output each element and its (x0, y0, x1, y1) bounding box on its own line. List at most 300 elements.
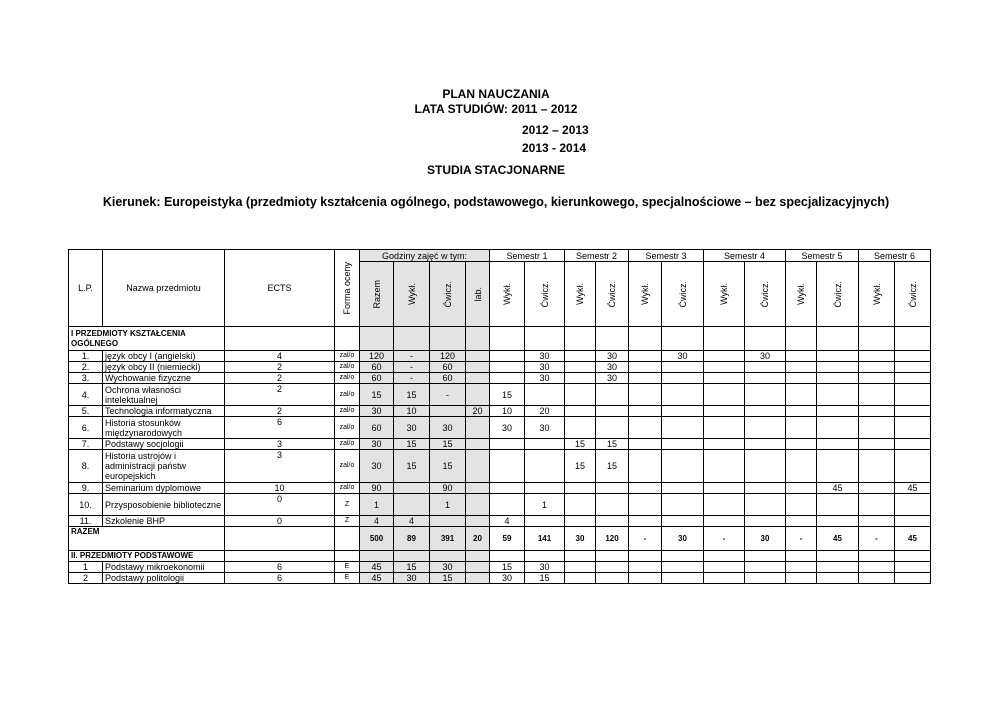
row-razem: 45 (360, 573, 394, 584)
row-s1c: 30 (525, 417, 565, 439)
row-ects: 10 (225, 483, 335, 494)
cell (430, 327, 466, 351)
header-s2-wykl: Wykł. (565, 262, 596, 327)
row-s3c (662, 483, 704, 494)
row-name: język obcy II (niemiecki) (103, 362, 225, 373)
row-s5w (786, 362, 817, 373)
row-s3w (629, 483, 662, 494)
header-s3-cwicz: Ćwicz. (662, 262, 704, 327)
row-s3w (629, 562, 662, 573)
row-forma: E (335, 573, 360, 584)
row-razem: 45 (360, 562, 394, 573)
row-s1w (490, 483, 525, 494)
row-s4c (745, 417, 786, 439)
table-row (69, 362, 931, 373)
row-wykl: 15 (394, 384, 430, 406)
row-razem: 120 (360, 351, 394, 362)
row-cwicz: - (430, 384, 466, 406)
row-forma: Z (335, 494, 360, 516)
row-s5w (786, 417, 817, 439)
header-lp: L.P. (69, 250, 103, 327)
table-row (69, 351, 931, 362)
row-s1w (490, 373, 525, 384)
row-ects: 0 (225, 494, 335, 516)
cell (490, 327, 525, 351)
row-s6c (895, 417, 931, 439)
cell (360, 551, 394, 562)
row-s4c (745, 384, 786, 406)
cell (430, 551, 466, 562)
row-s2c: 15 (596, 450, 629, 483)
row-lp: 10. (69, 494, 103, 516)
row-s1w (490, 450, 525, 483)
row-s2w (565, 483, 596, 494)
row-s6c (895, 406, 931, 417)
row-s4c (745, 494, 786, 516)
row-s6c (895, 384, 931, 406)
row-lab (466, 573, 490, 584)
row-forma: zal/o (335, 351, 360, 362)
row-cwicz: 60 (430, 362, 466, 373)
table-row (69, 417, 931, 439)
section-title (69, 327, 225, 351)
row-wykl: 30 (394, 573, 430, 584)
row-s2c (596, 384, 629, 406)
row-lab (466, 373, 490, 384)
row-s5w (786, 483, 817, 494)
row-s6c (895, 494, 931, 516)
row-lp: 2. (69, 362, 103, 373)
row-s2w (565, 362, 596, 373)
row-razem: 30 (360, 450, 394, 483)
row-s6c (895, 516, 931, 527)
row-s4c: 30 (745, 351, 786, 362)
row-name: Historia stosunków międzynarodowych (103, 417, 225, 439)
row-s5c (817, 406, 859, 417)
row-s2w (565, 417, 596, 439)
row-forma: zal/o (335, 384, 360, 406)
row-s6w (859, 450, 895, 483)
row-s4w (704, 516, 745, 527)
row-s4c (745, 562, 786, 573)
row-cwicz: 30 (430, 562, 466, 573)
razem-s3c: 30 (662, 527, 704, 551)
row-s3w (629, 516, 662, 527)
header-sem5: Semestr 5 (786, 250, 859, 262)
row-s1c: 1 (525, 494, 565, 516)
row-cwicz: 15 (430, 573, 466, 584)
row-s5w (786, 384, 817, 406)
row-s5c (817, 417, 859, 439)
cell (525, 327, 565, 351)
row-s2c: 30 (596, 351, 629, 362)
table-row (69, 494, 931, 516)
row-s6w (859, 573, 895, 584)
doc-title: PLAN NAUCZANIA (442, 87, 550, 101)
cell (596, 551, 629, 562)
row-ects: 3 (225, 450, 335, 483)
row-cwicz: 30 (430, 417, 466, 439)
row-name: Podstawy politologii (103, 573, 225, 584)
row-ects: 6 (225, 417, 335, 439)
row-s3c (662, 439, 704, 450)
row-s1c: 20 (525, 406, 565, 417)
row-s4w (704, 494, 745, 516)
doc-kierunek: Kierunek: Europeistyka (przedmioty kształcenia ogólnego, podstawowego, kierunkowego, specjalnościowe – bez specjalizacyjnych) (102, 195, 890, 209)
row-s5w (786, 494, 817, 516)
row-cwicz: 15 (430, 439, 466, 450)
row-s2w (565, 406, 596, 417)
row-s2w: 15 (565, 450, 596, 483)
row-s1w (490, 494, 525, 516)
row-name: Seminarium dyplomowe (103, 483, 225, 494)
row-ects: 0 (225, 516, 335, 527)
row-s3c (662, 384, 704, 406)
row-cwicz (430, 406, 466, 417)
row-s2w: 15 (565, 439, 596, 450)
row-s4w (704, 573, 745, 584)
row-wykl: - (394, 351, 430, 362)
row-s5w (786, 516, 817, 527)
row-s2c (596, 494, 629, 516)
cell (466, 551, 490, 562)
header-sem6: Semestr 6 (859, 250, 931, 262)
row-s2w (565, 562, 596, 573)
row-s2c (596, 417, 629, 439)
row-s2c: 30 (596, 362, 629, 373)
row-s6w (859, 562, 895, 573)
row-s6c (895, 439, 931, 450)
header-sem2: Semestr 2 (565, 250, 629, 262)
row-wykl: 15 (394, 562, 430, 573)
row-lp: 1 (69, 562, 103, 573)
row-name: Wychowanie fizyczne (103, 373, 225, 384)
row-s6w (859, 494, 895, 516)
cell (745, 551, 786, 562)
row-cwicz: 15 (430, 450, 466, 483)
row-name: Przysposobienie biblioteczne (103, 494, 225, 516)
row-name: język obcy I (angielski) (103, 351, 225, 362)
row-ects: 2 (225, 362, 335, 373)
row-s5w (786, 450, 817, 483)
row-s4w (704, 373, 745, 384)
row-forma: Z (335, 516, 360, 527)
row-s4c (745, 516, 786, 527)
table-row (69, 516, 931, 527)
row-lp: 8. (69, 450, 103, 483)
header-name: Nazwa przedmiotu (103, 250, 225, 327)
row-lab (466, 417, 490, 439)
cell (662, 551, 704, 562)
row-s2c (596, 516, 629, 527)
row-s3w (629, 417, 662, 439)
header-s4-cwicz: Ćwicz. (745, 262, 786, 327)
row-s6c (895, 573, 931, 584)
table-row (69, 450, 931, 483)
razem-lab: 20 (466, 527, 490, 551)
row-s5c: 45 (817, 483, 859, 494)
row-s1c (525, 450, 565, 483)
row-s6w (859, 516, 895, 527)
row-s4c (745, 362, 786, 373)
row-lp: 9. (69, 483, 103, 494)
row-s1w: 15 (490, 384, 525, 406)
row-wykl: - (394, 373, 430, 384)
row-ects: 3 (225, 439, 335, 450)
table-row (69, 562, 931, 573)
header-s2-cwicz: Ćwicz. (596, 262, 629, 327)
row-s2w (565, 573, 596, 584)
razem-razem: 500 (360, 527, 394, 551)
row-forma: zal/o (335, 406, 360, 417)
row-lab (466, 494, 490, 516)
cell (360, 327, 394, 351)
curriculum-table (68, 249, 931, 584)
razem-s4c: 30 (745, 527, 786, 551)
row-s4w (704, 417, 745, 439)
cell (895, 327, 931, 351)
row-razem: 15 (360, 384, 394, 406)
row-forma: zal/o (335, 417, 360, 439)
row-s1w (490, 351, 525, 362)
row-lp: 4. (69, 384, 103, 406)
row-wykl: - (394, 362, 430, 373)
row-s6w (859, 483, 895, 494)
table-row (69, 406, 931, 417)
row-s2w (565, 351, 596, 362)
row-s1w (490, 362, 525, 373)
cell (629, 327, 662, 351)
row-s3w (629, 384, 662, 406)
table-row (69, 573, 931, 584)
row-lp: 6. (69, 417, 103, 439)
header-wykl: Wykł. (394, 262, 430, 327)
row-razem: 60 (360, 362, 394, 373)
row-s4w (704, 562, 745, 573)
cell (490, 551, 525, 562)
cell (704, 551, 745, 562)
header-sem3: Semestr 3 (629, 250, 704, 262)
row-cwicz: 120 (430, 351, 466, 362)
header-lab: lab. (466, 262, 490, 327)
row-s2c (596, 483, 629, 494)
section-title-line: II. PRZEDMIOTY PODSTAWOWE (71, 551, 194, 560)
row-s1w: 15 (490, 562, 525, 573)
row-s4c (745, 450, 786, 483)
row-s3w (629, 362, 662, 373)
cell (335, 327, 360, 351)
row-s1w: 30 (490, 417, 525, 439)
row-s1w: 4 (490, 516, 525, 527)
row-ects: 6 (225, 562, 335, 573)
razem-label: RAZEM (69, 527, 225, 551)
cell (859, 551, 895, 562)
row-s1w (490, 439, 525, 450)
cell (565, 327, 596, 351)
row-s2c (596, 406, 629, 417)
row-forma: E (335, 562, 360, 573)
row-s1c (525, 516, 565, 527)
row-forma: zal/o (335, 439, 360, 450)
row-s4w (704, 384, 745, 406)
row-s3c (662, 362, 704, 373)
row-s6w (859, 406, 895, 417)
cell (466, 327, 490, 351)
row-s2w (565, 494, 596, 516)
cell (895, 551, 931, 562)
razem-s1c: 141 (525, 527, 565, 551)
row-s5c (817, 362, 859, 373)
row-s6c (895, 362, 931, 373)
razem-s6w: - (859, 527, 895, 551)
cell (859, 327, 895, 351)
header-sem1: Semestr 1 (490, 250, 565, 262)
header-sem4: Semestr 4 (704, 250, 786, 262)
doc-years-3: 2013 - 2014 (522, 141, 587, 155)
row-s3c (662, 417, 704, 439)
row-razem: 60 (360, 373, 394, 384)
row-s6w (859, 439, 895, 450)
row-name: Historia ustrojów i administracji państw europejskich (103, 450, 225, 483)
cell (629, 551, 662, 562)
row-s1c: 30 (525, 373, 565, 384)
row-s4w (704, 351, 745, 362)
razem-row (69, 527, 931, 551)
row-lab (466, 516, 490, 527)
cell (817, 327, 859, 351)
row-wykl (394, 483, 430, 494)
row-cwicz: 90 (430, 483, 466, 494)
row-s3w (629, 494, 662, 516)
razem-s3w: - (629, 527, 662, 551)
row-ects: 2 (225, 406, 335, 417)
row-wykl: 30 (394, 417, 430, 439)
row-s4w (704, 450, 745, 483)
razem-wykl: 89 (394, 527, 430, 551)
row-lab (466, 362, 490, 373)
cell (225, 527, 335, 551)
razem-s6c: 45 (895, 527, 931, 551)
cell (786, 551, 817, 562)
razem-s5c: 45 (817, 527, 859, 551)
row-s6w (859, 417, 895, 439)
header-razem: Razem (360, 262, 394, 327)
header-s1-wykl: Wykł. (490, 262, 525, 327)
row-forma: zal/o (335, 362, 360, 373)
row-lp: 1. (69, 351, 103, 362)
doc-years-1: LATA STUDIÓW: 2011 – 2012 (414, 102, 578, 116)
row-lab (466, 562, 490, 573)
row-wykl: 15 (394, 439, 430, 450)
row-s4w (704, 439, 745, 450)
row-wykl: 4 (394, 516, 430, 527)
razem-s2c: 120 (596, 527, 629, 551)
row-lp: 5. (69, 406, 103, 417)
header-s5-wykl: Wykł. (786, 262, 817, 327)
row-lp: 11. (69, 516, 103, 527)
row-s1c: 30 (525, 562, 565, 573)
row-s1c: 15 (525, 573, 565, 584)
row-s6c (895, 351, 931, 362)
row-lab (466, 483, 490, 494)
razem-s1w: 59 (490, 527, 525, 551)
header-godziny: Godziny zajęć w tym: (360, 250, 490, 262)
row-s2w (565, 384, 596, 406)
row-s3w (629, 450, 662, 483)
header-ects: ECTS (225, 250, 335, 327)
cell (394, 327, 430, 351)
row-s3c (662, 406, 704, 417)
row-forma: zal/o (335, 373, 360, 384)
row-razem: 90 (360, 483, 394, 494)
row-s4c (745, 439, 786, 450)
cell (662, 327, 704, 351)
header-s5-cwicz: Ćwicz. (817, 262, 859, 327)
header-s1-cwicz: Ćwicz. (525, 262, 565, 327)
row-razem: 30 (360, 406, 394, 417)
cell (745, 327, 786, 351)
row-s3c (662, 450, 704, 483)
row-s6w (859, 351, 895, 362)
row-lab (466, 439, 490, 450)
row-s3w (629, 573, 662, 584)
cell (335, 551, 360, 562)
cell (394, 551, 430, 562)
row-s2c (596, 562, 629, 573)
header-cwicz: Ćwicz. (430, 262, 466, 327)
row-s2w (565, 516, 596, 527)
row-s1c: 30 (525, 362, 565, 373)
row-s3w (629, 439, 662, 450)
row-name: Podstawy socjologii (103, 439, 225, 450)
row-s4w (704, 406, 745, 417)
row-ects: 2 (225, 373, 335, 384)
row-lab (466, 384, 490, 406)
row-name: Technologia informatyczna (103, 406, 225, 417)
row-s5w (786, 351, 817, 362)
row-name: Ochrona własności intelektualnej (103, 384, 225, 406)
row-ects: 6 (225, 573, 335, 584)
row-s5c (817, 384, 859, 406)
row-s3c (662, 373, 704, 384)
cell (565, 551, 596, 562)
section-title-line: I PRZEDMIOTY KSZTAŁCENIA (71, 328, 186, 338)
row-s5w (786, 562, 817, 573)
row-s6c: 45 (895, 483, 931, 494)
row-s5c (817, 450, 859, 483)
table-row (69, 384, 931, 406)
row-lab (466, 351, 490, 362)
row-s5c (817, 562, 859, 573)
cell (596, 327, 629, 351)
row-s4c (745, 373, 786, 384)
header-s3-wykl: Wykł. (629, 262, 662, 327)
table-row (69, 483, 931, 494)
row-s5w (786, 573, 817, 584)
row-lab: 20 (466, 406, 490, 417)
row-s4w (704, 483, 745, 494)
row-s1c (525, 384, 565, 406)
row-s3c (662, 562, 704, 573)
row-s5w (786, 373, 817, 384)
row-ects: 4 (225, 351, 335, 362)
row-name: Szkolenie BHP (103, 516, 225, 527)
row-s1w: 10 (490, 406, 525, 417)
row-s1c: 30 (525, 351, 565, 362)
section-ogolne (69, 327, 931, 351)
row-s5c (817, 573, 859, 584)
header-s6-wykl: Wykł. (859, 262, 895, 327)
